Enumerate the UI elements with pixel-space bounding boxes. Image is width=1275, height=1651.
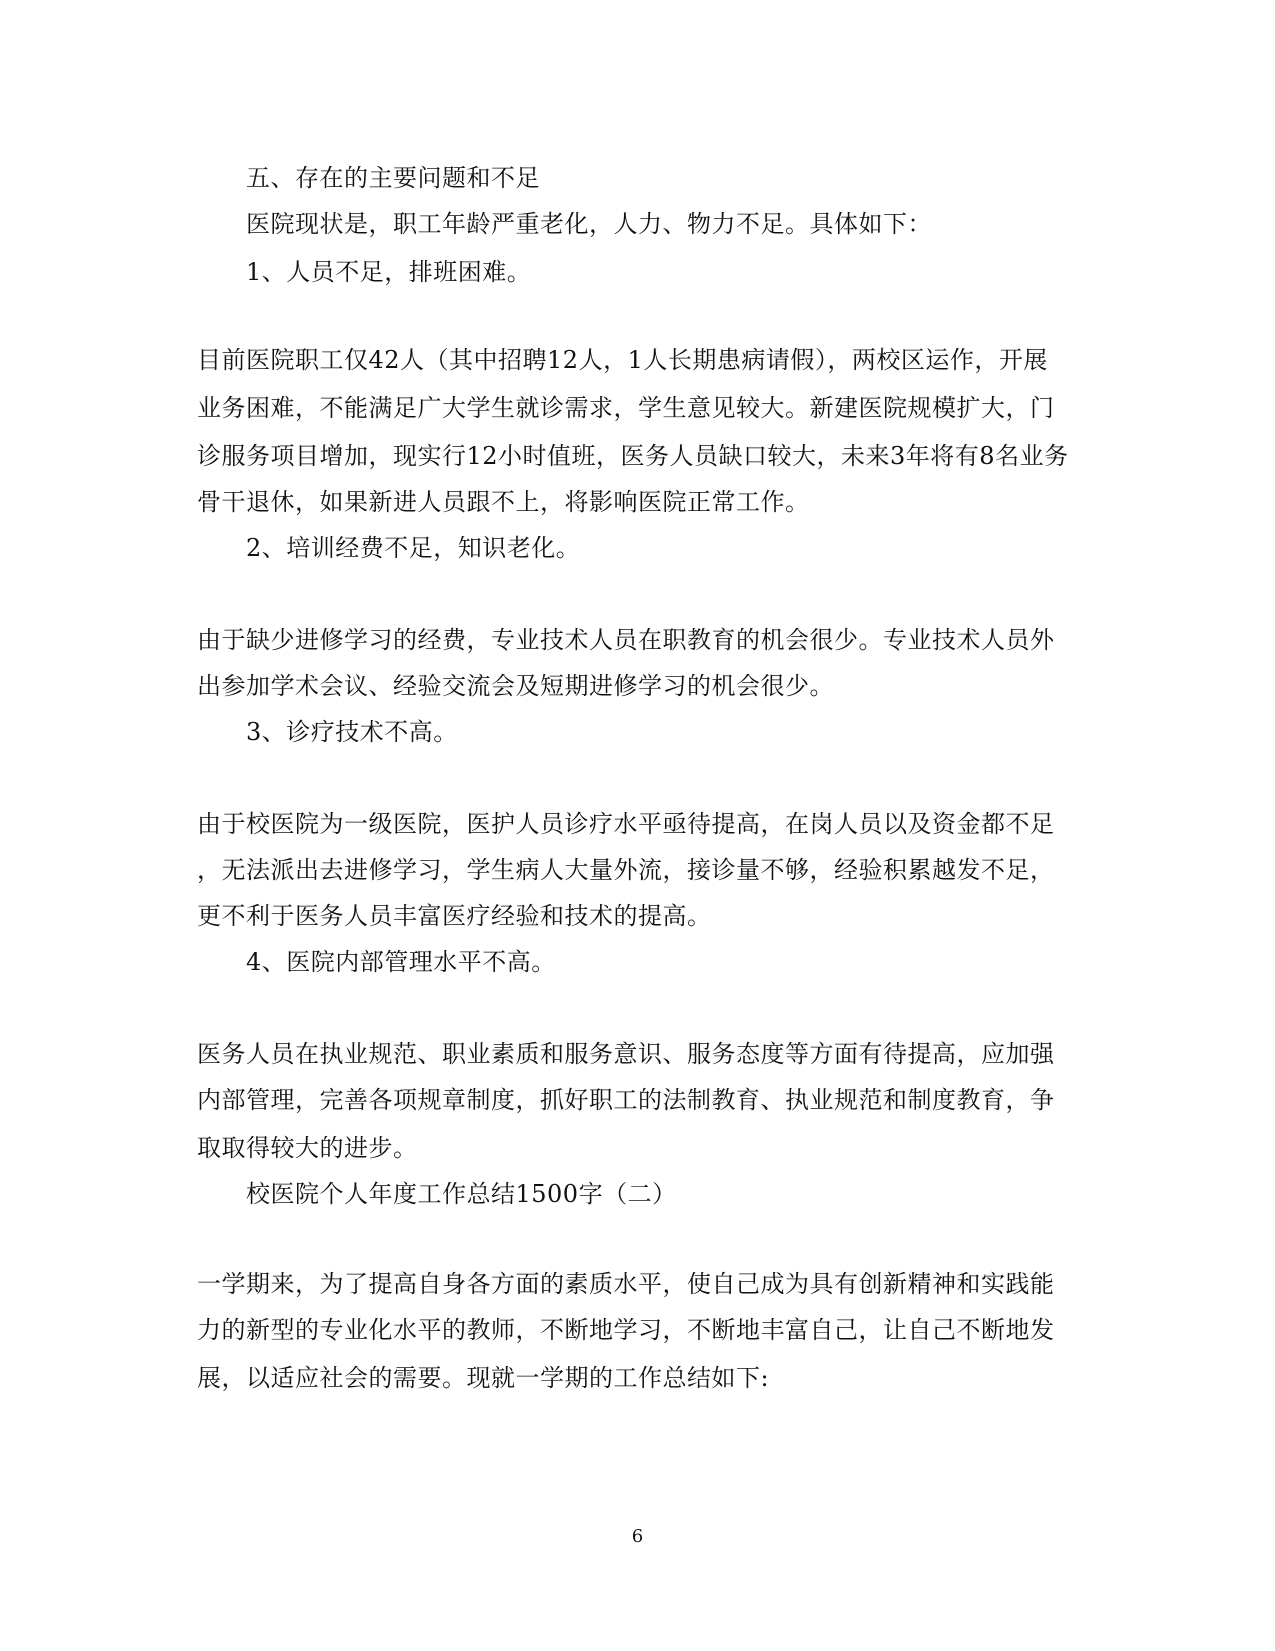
item-3-line: ，无法派出去进修学习，学生病人大量外流，接诊量不够，经验积累越发不足， [197, 856, 1055, 884]
item-1-line: 目前医院职工仅42人（其中招聘12人，1人长期患病请假），两校区运作，开展 [197, 346, 1048, 374]
item-1-line: 骨干退休，如果新进人员跟不上，将影响医院正常工作。 [197, 488, 810, 516]
section-2-line: 展，以适应社会的需要。现就一学期的工作总结如下: [197, 1364, 770, 1392]
section-2-line: 一学期来，为了提高自身各方面的素质水平，使自己成为具有创新精神和实践能 [197, 1270, 1055, 1298]
item-3-line: 由于校医院为一级医院，医护人员诊疗水平亟待提高，在岗人员以及资金都不足 [197, 810, 1055, 838]
section-2-title: 校医院个人年度工作总结1500字（二） [246, 1180, 677, 1208]
item-3-line: 更不利于医务人员丰富医疗经验和技术的提高。 [197, 902, 712, 930]
item-2-line: 出参加学术会议、经验交流会及短期进修学习的机会很少。 [197, 672, 834, 700]
page-number: 6 [631, 1526, 644, 1547]
intro-paragraph: 医院现状是，职工年龄严重老化，人力、物力不足。具体如下： [246, 210, 932, 238]
item-1-title: 1、人员不足，排班困难。 [246, 258, 532, 286]
item-4-title: 4、医院内部管理水平不高。 [246, 948, 556, 976]
item-2-title: 2、培训经费不足，知识老化。 [246, 534, 581, 562]
section-heading: 五、存在的主要问题和不足 [246, 164, 540, 192]
item-3-title: 3、诊疗技术不高。 [246, 718, 458, 746]
item-4-line: 取取得较大的进步。 [197, 1134, 418, 1162]
section-2-line: 力的新型的专业化水平的教师，不断地学习，不断地丰富自己，让自己不断地发 [197, 1316, 1055, 1344]
item-1-line: 业务困难，不能满足广大学生就诊需求，学生意见较大。新建医院规模扩大，门 [197, 394, 1055, 422]
item-4-line: 内部管理，完善各项规章制度，抓好职工的法制教育、执业规范和制度教育，争 [197, 1086, 1055, 1114]
item-4-line: 医务人员在执业规范、职业素质和服务意识、服务态度等方面有待提高，应加强 [197, 1040, 1055, 1068]
item-1-line: 诊服务项目增加，现实行12小时值班，医务人员缺口较大，未来3年将有8名业务 [197, 442, 1069, 470]
item-2-line: 由于缺少进修学习的经费，专业技术人员在职教育的机会很少。专业技术人员外 [197, 626, 1055, 654]
